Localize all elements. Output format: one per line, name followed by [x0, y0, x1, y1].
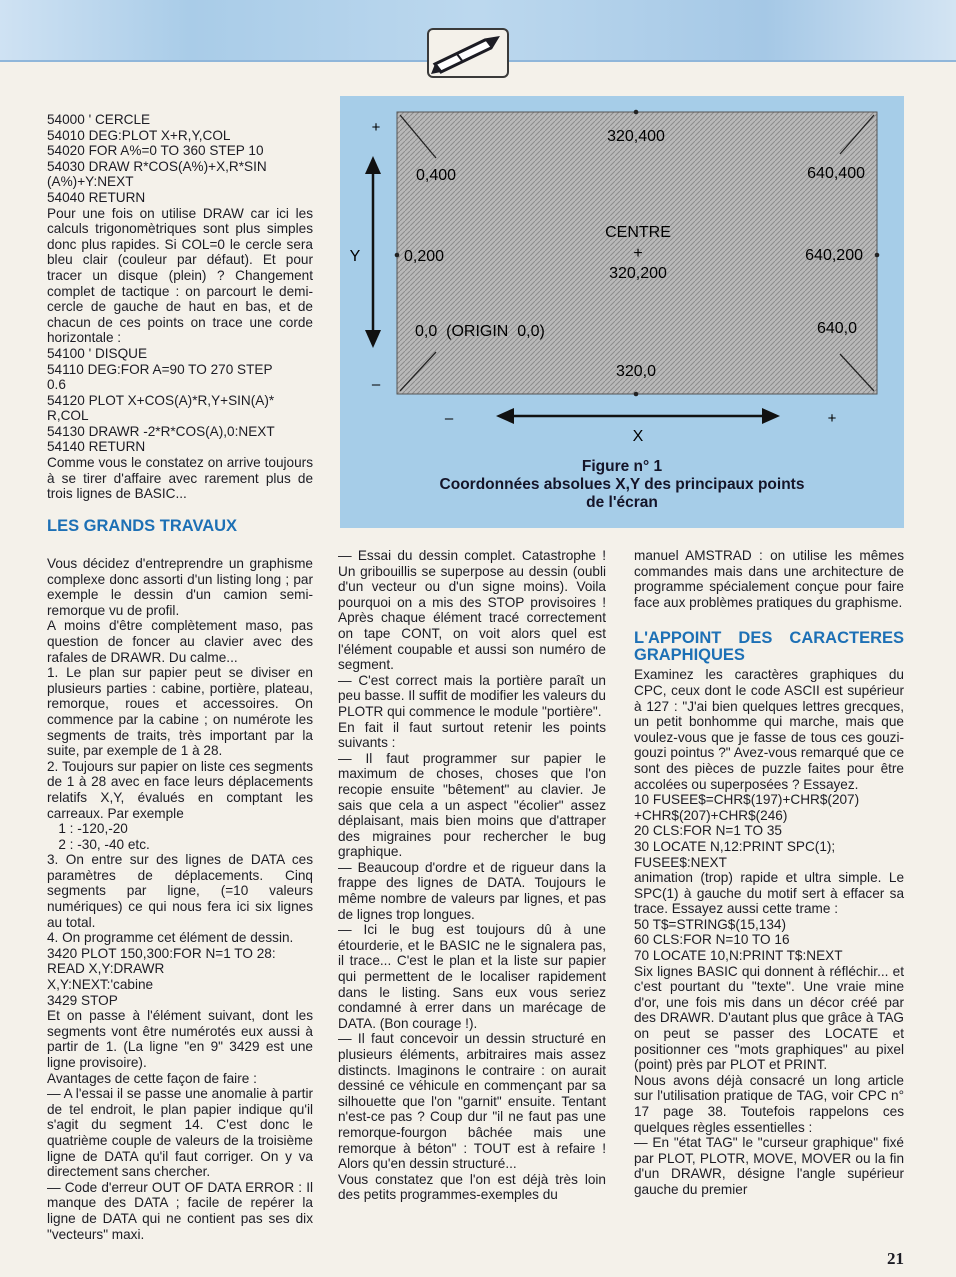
paragraph: 1. Le plan sur papier peut se diviser en plusieurs parties : cabine, portière, plateau, remorque, roues et accessoires. On commence par la cabine ; on numérote les segments de traits, très important par la suite, par exemple de 1 à 28.: [47, 665, 317, 759]
paragraph: 70 LOCATE 10,N:PRINT T$:NEXT: [634, 948, 843, 964]
label-origin: 0,0 (ORIGIN 0,0): [415, 323, 545, 340]
point-top-centre: [634, 110, 639, 115]
column-1-top-text: [47, 112, 317, 502]
paragraph: — C'est correct mais la portière paraît un peu basse. Il suffit de modifier les valeurs du PLOTR qui commence le module "portière".: [338, 672, 610, 719]
label-centre: CENTRE: [605, 224, 671, 241]
column-2-text: [338, 548, 610, 1203]
paragraph: 54030 DRAW R*COS(A%)+X,R*SIN (A%)+Y:NEXT: [47, 158, 267, 190]
label-0-200: 0,200: [404, 248, 445, 265]
column-3-top-text: [634, 548, 908, 610]
paragraph: 30 LOCATE N,12:PRINT SPC(1); FUSEE$:NEXT: [634, 838, 836, 870]
heading-les-grands-travaux: LES GRANDS TRAVAUX: [47, 517, 238, 535]
paragraph: — Beaucoup d'ordre et de rigueur dans la frappe des lignes de DATA. Toujours le même nombre de valeurs par lignes, et pas de lignes trop longues.: [338, 859, 610, 922]
paragraph: En fait il faut surtout retenir les points suivants :: [338, 719, 610, 751]
y-minus-sign: –: [371, 376, 381, 393]
label-640-400: 640,400: [807, 165, 865, 182]
label-0-400: 0,400: [416, 167, 457, 184]
paragraph: 1 : -120,-20: [47, 821, 128, 837]
paragraph: — Il faut concevoir un dessin structuré en plusieurs éléments, arbitraires mais assez distincts. Imaginons le contraire : on aurait dessiné ce véhicule en commençant par sa silhouette que l'on "garnit" ensuite. Tentant n'est-ce pas ? Coup dur "il ne faut pas une remorque-fourgon bâchée mais une remorque à béton" : TOUT est à refaire ! Alors qu'en dessin structuré...: [338, 1031, 610, 1172]
paragraph: 54010 DEG:PLOT X+R,Y,COL: [47, 127, 231, 143]
paragraph: 4. On programme cet élément de dessin.: [47, 930, 294, 946]
column-1-bottom-text: [47, 556, 317, 1242]
paragraph: 54110 DEG:FOR A=90 TO 270 STEP 0.6: [47, 361, 273, 393]
x-arrow-left-icon: [496, 408, 514, 424]
point-middle-left: [395, 253, 400, 258]
paragraph: — Ici le bug est toujours dû à une étourderie, et le BASIC ne le signalera pas, il trace... C'est le plan et la liste sur papier qui permettent de le localiser rapidement dans le listing. Sans eux vous seriez condamné à errer dans un marécage de DATA. (Bon courage !).: [338, 922, 610, 1031]
paragraph: 60 CLS:FOR N=10 TO 16: [634, 932, 790, 948]
heading-appoint-caracteres: L'APPOINT DES CARACTERES GRAPHIQUES: [634, 629, 904, 665]
paragraph: — Il faut programmer sur papier le maximum de choses, choses que l'on recopie ensuite "bêtement" au clavier. Je sais que cela a un aspect "écolier" assez déplaisant, mais bien moins que d'attraper des migraines pour rechercher le bug graphique.: [338, 750, 610, 860]
paragraph: — Code d'erreur OUT OF DATA ERROR : Il manque des DATA ; facile de repérer la ligne de DATA qui ne contient pas ses dix "vecteurs" maxi.: [47, 1179, 317, 1242]
figure-screen-coordinates: [340, 96, 904, 528]
paragraph: — Essai du dessin complet. Catastrophe ! Un gribouillis se superpose au dessin (oubli d'un vecteur ou d'un signe moins). Voila pourquoi on a mis des STOP provisoires ! Après chaque élément tracé correctement on tape CONT, on voit alors quel est l'élément coupable et aussi son numéro de segment.: [338, 548, 610, 673]
paragraph: 54040 RETURN: [47, 189, 146, 205]
label-centre-plus: +: [633, 245, 643, 262]
x-plus-sign: +: [827, 410, 837, 427]
page-number: 21: [887, 1249, 904, 1268]
y-arrow-down-icon: [365, 330, 381, 348]
column-3-bottom-text: [634, 667, 908, 1197]
paragraph: Pour une fois on utilise DRAW car ici les calculs trigonomètriques sont plus simples donc plus rapides. Si COL=0 le cercle sera bleu clair (couleur par défaut). Et pour tracer un disque (plein) ? Changement complet de tactique : on parcourt le demi-cercle de gauche de haut en bas, et de chacun de ces points on trace une corde horizontale :: [47, 205, 317, 346]
caption-title: Figure n° 1: [581, 458, 663, 475]
paragraph: 2 : -30, -40 etc.: [47, 836, 150, 852]
paragraph: Six lignes BASIC qui donnent à réfléchir... et c'est pourtant du "texte". Une vraie mine d'or, une fois mis dans un décor créé par des DRAWR. D'autant plus que grâce à TAG on peut se passer des LOCATE et positionner ces "mots graphiques" au pixel (point) près par PLOT et PRINT.: [634, 963, 908, 1073]
x-arrow-right-icon: [762, 408, 780, 424]
caption-line-2: de l'écran: [586, 494, 658, 511]
figure-caption: [340, 458, 904, 512]
paragraph: 3. On entre sur des lignes de DATA ces paramètres de déplacements. Cinq segments par ligne, (=10 valeurs numériques) ce qui nous fera ici six lignes au total.: [47, 852, 317, 930]
paragraph: animation (trop) rapide et ultra simple. Le SPC(1) à gauche du motif sert à effacer sa trace. Essayez aussi cette trame :: [634, 870, 908, 917]
paragraph: Nous avons déjà consacré un long article sur l'utilisation pratique de TAG, voir CPC n° 17 page 38. Toutefois rappelons ces quelques règles essentielles :: [634, 1072, 908, 1135]
paragraph: Avantages de cette façon de faire :: [47, 1070, 257, 1086]
paragraph: 2. Toujours sur papier on liste ces segments de 1 à 28 avec en face leurs déplacements relatifs X,Y, évalués en comptant les carreaux. Par exemple: [47, 758, 317, 821]
label-320-400: 320,400: [607, 128, 665, 145]
paragraph: 54130 DRAWR -2*R*COS(A),0:NEXT: [47, 423, 275, 439]
y-plus-sign: +: [371, 119, 381, 136]
label-320-200: 320,200: [609, 265, 667, 282]
paragraph: Et on passe à l'élément suivant, dont les segments vont être numérotés eux aussi à partir de 1. (La ligne "en 9" 3429 est une ligne provisoire).: [47, 1008, 317, 1070]
paragraph: Comme vous le constatez on arrive toujours à se tirer d'affaire avec rarement plus de trois lignes de BASIC...: [47, 455, 317, 502]
paragraph: 54140 RETURN: [47, 439, 146, 455]
paragraph: — A l'essai il se passe une anomalie à partir de tel endroit, le plan papier indique qu'il s'agit du segment 14. C'est donc le quatrième couple de valeurs de la troisième ligne de DATA qu'il faut corriger. On y va directement sans chercher.: [47, 1086, 317, 1180]
pencil-icon: [427, 28, 509, 78]
x-axis-label: X: [632, 428, 644, 445]
paragraph: 54020 FOR A%=0 TO 360 STEP 10: [47, 143, 264, 159]
paragraph: Vous constatez que l'on est déjà très loin des petits programmes-exemples du: [338, 1171, 610, 1203]
paragraph: 3429 STOP: [47, 992, 118, 1008]
paragraph: Vous décidez d'entreprendre un graphisme complexe donc assorti d'un listing long ; par exemple le dessin d'un camion semi-remorque vu de profil.: [47, 556, 317, 618]
coordinates-diagram: [340, 96, 904, 456]
paragraph: 54000 ' CERCLE: [47, 112, 151, 127]
label-640-0: 640,0: [816, 320, 857, 337]
paragraph: 3420 PLOT 150,300:FOR N=1 TO 28: READ X,Y:DRAWR X,Y:NEXT:'cabine: [47, 945, 276, 993]
paragraph: manuel AMSTRAD : on utilise les mêmes commandes mais dans une architecture de programme spécialement conçue pour faire face aux problèmes pratiques du graphisme.: [634, 548, 908, 610]
point-middle-right: [875, 253, 880, 258]
caption-line-1: Coordonnées absolues X,Y des principaux points: [439, 476, 805, 493]
paragraph: A moins d'être complètement maso, pas question de foncer au clavier avec des rafales de DRAWR. Du calme...: [47, 618, 317, 665]
column-3: [634, 548, 908, 1198]
paragraph: 54120 PLOT X+COS(A)*R,Y+SIN(A)* R,COL: [47, 392, 275, 424]
paragraph: 20 CLS:FOR N=1 TO 35: [634, 823, 782, 839]
paragraph: 10 FUSEE$=CHR$(197)+CHR$(207) +CHR$(207)+CHR$(246): [634, 792, 860, 823]
paragraph: 50 T$=STRING$(15,134): [634, 916, 787, 932]
paragraph: Examinez les caractères graphiques du CPC, ceux dont le code ASCII est supérieur à 127 : "J'ai bien quelques lettres grecques, un petit bonhomme qui marche, mais que voulez-vous que je fasse de tous ces gouzi-gouzi pointus ?" Avez-vous remarqué que ce sont des pièces de puzzle faites pour être accolées ou superposées ? Essayez.: [634, 667, 908, 792]
y-arrow-up-icon: [365, 156, 381, 174]
paragraph: 54100 ' DISQUE: [47, 345, 148, 361]
y-axis-label: Y: [349, 248, 361, 265]
label-320-0: 320,0: [615, 363, 657, 380]
label-640-200: 640,200: [805, 247, 863, 264]
x-minus-sign: –: [444, 410, 454, 427]
point-bottom-centre: [634, 392, 639, 397]
paragraph: — En "état TAG" le "curseur graphique" fixé par PLOT, PLOTR, MOVE, MOVER ou la fin d'un DRAWR, désigne l'angle supérieur gauche du premier: [634, 1135, 908, 1197]
